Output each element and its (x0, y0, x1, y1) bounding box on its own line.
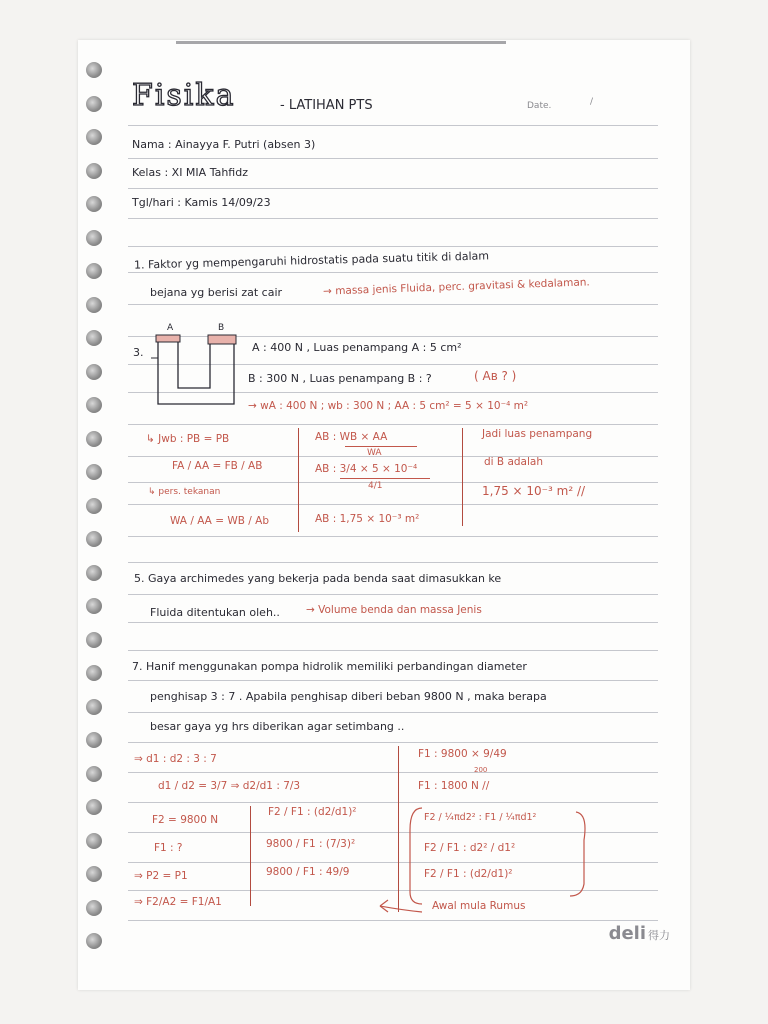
binding-ring (86, 565, 102, 581)
page-top-edge (176, 41, 506, 44)
student-name: Nama : Ainayya F. Putri (absen 3) (132, 138, 316, 151)
binding-ring (86, 129, 102, 145)
binding-ring (86, 766, 102, 782)
q1-line2: bejana yg berisi zat cair (150, 286, 283, 299)
ruled-line (128, 125, 658, 126)
binding-ring (86, 665, 102, 681)
q3-calc-2: AB : 3/4 × 5 × 10⁻⁴ (315, 463, 418, 475)
binding-ring (86, 196, 102, 212)
q7-right-4: F2 / F1 : d2² / d1² (424, 842, 516, 854)
q7-line1: 7. Hanif menggunakan pompa hidrolik memiliki perbandingan diameter (132, 660, 527, 673)
binding-ring (86, 364, 102, 380)
q5-answer: → Volume benda dan massa Jenis (306, 604, 482, 616)
q7-note: Awal mula Rumus (432, 900, 526, 912)
q3-work-1: ↳ Jwb : PB = PB (146, 433, 230, 445)
q5-line2: Fluida ditentukan oleh.. (150, 606, 280, 619)
q3-known: → wA : 400 N ; wb : 300 N ; AA : 5 cm² = 5 × 10⁻⁴ m² (248, 400, 529, 412)
q7-left-4: F1 : ? (154, 842, 183, 854)
binding-ring (86, 96, 102, 112)
fraction-bar (345, 446, 417, 447)
q3-given-a: A : 400 N , Luas penampang A : 5 cm² (252, 341, 462, 354)
brand-logo (609, 923, 670, 944)
binding-ring (86, 163, 102, 179)
q3-conclusion-2: di B adalah (484, 456, 544, 468)
q3-calc-den-2: 4/1 (368, 481, 383, 491)
q7-line2: penghisap 3 : 7 . Apabila penghisap diberi beban 9800 N , maka berapa (150, 690, 547, 703)
u-tube-diagram (148, 322, 244, 412)
q7-right-5: F2 / F1 : (d2/d1)² (424, 868, 513, 880)
q3-calc-result: AB : 1,75 × 10⁻³ m² (315, 513, 420, 525)
q3-conclusion-1: Jadi luas penampang (482, 428, 593, 440)
q3-number: 3. (133, 346, 144, 359)
q7-left-5: ⇒ P2 = P1 (134, 870, 188, 882)
binding-ring (86, 330, 102, 346)
ruled-line (128, 712, 658, 713)
binding-ring (86, 699, 102, 715)
binding-ring (86, 464, 102, 480)
ruled-line (128, 504, 658, 505)
q3-work-3: ↳ pers. tekanan (148, 487, 221, 497)
binding-ring (86, 833, 102, 849)
q7-left-2: d1 / d2 = 3/7 ⇒ d2/d1 : 7/3 (158, 780, 301, 792)
student-date: Tgl/hari : Kamis 14/09/23 (132, 196, 271, 209)
binding-ring (86, 531, 102, 547)
q7-mid-3: 9800 / F1 : 49/9 (266, 866, 350, 878)
q1-line1: 1. Faktor yg mempengaruhi hidrostatis pada suatu titik di dalam (133, 249, 490, 272)
ruled-line (128, 594, 658, 595)
ruled-line (128, 680, 658, 681)
date-value: / (590, 97, 594, 107)
q7-left-3: F2 = 9800 N (152, 814, 219, 826)
q1-answer: → massa jenis Fluida, perc. gravitasi & kedalaman. (322, 276, 590, 298)
q3-given-b: B : 300 N , Luas penampang B : ? (248, 372, 432, 385)
ruled-line (128, 188, 658, 189)
ruled-line (128, 424, 658, 425)
q7-mid-1: F2 / F1 : (d2/d1)² (268, 806, 357, 818)
binding-ring (86, 632, 102, 648)
ruled-line (128, 272, 658, 273)
binding-ring (86, 263, 102, 279)
q7-mid-2: 9800 / F1 : (7/3)² (266, 838, 356, 850)
q3-divider-2 (462, 428, 463, 526)
binding-ring (86, 732, 102, 748)
ruled-line (128, 622, 658, 623)
binding-ring (86, 297, 102, 313)
ruled-line (128, 482, 658, 483)
q7-left-6: ⇒ F2/A2 = F1/A1 (134, 896, 222, 908)
fraction-bar-2 (340, 478, 430, 479)
date-label: Date. (527, 101, 552, 111)
q7-divider-1 (250, 806, 251, 906)
piston-a (156, 335, 180, 342)
binding-ring (86, 62, 102, 78)
q7-line3: besar gaya yg hrs diberikan agar setimbang .. (150, 720, 405, 733)
piston-b (208, 335, 236, 344)
q3-label-b: B (218, 323, 225, 333)
page-title: Fisika (132, 78, 236, 113)
binding-ring (86, 900, 102, 916)
ruled-line (128, 920, 658, 921)
binding-ring (86, 431, 102, 447)
binding-ring (86, 498, 102, 514)
q3-work-4: WA / AA = WB / Ab (170, 515, 269, 527)
brand-suffix: 得力 (648, 929, 670, 942)
ruled-line (128, 246, 658, 247)
page-subtitle: - LATIHAN PTS (280, 98, 373, 113)
binding-ring (86, 866, 102, 882)
ruled-line (128, 772, 658, 773)
ruled-line (128, 218, 658, 219)
q3-conclusion-3: 1,75 × 10⁻³ m² // (482, 484, 586, 498)
binding-ring (86, 598, 102, 614)
ruled-line (128, 304, 658, 305)
q3-calc-1: AB : WB × AA (315, 431, 388, 443)
q3-given-b-note: ( Aʙ ? ) (474, 369, 517, 383)
ruled-line (128, 158, 658, 159)
ruled-line (128, 456, 658, 457)
q7-right-1: F1 : 9800 × 9/49 (418, 748, 507, 760)
binding-ring (86, 799, 102, 815)
binding-ring (86, 933, 102, 949)
q3-calc-den: WA (367, 448, 382, 458)
student-class: Kelas : XI MIA Tahfidz (132, 166, 248, 179)
q3-divider-1 (298, 428, 299, 532)
binding-ring (86, 230, 102, 246)
ruled-line (128, 562, 658, 563)
q3-label-a: A (167, 323, 174, 333)
q7-right-den: 200 (474, 766, 488, 774)
ruled-line (128, 536, 658, 537)
q5-line1: 5. Gaya archimedes yang bekerja pada benda saat dimasukkan ke (134, 572, 502, 585)
brand-name: deli (608, 923, 646, 944)
q7-left-1: ⇒ d1 : d2 : 3 : 7 (134, 753, 217, 765)
ruled-line (128, 650, 658, 651)
q3-work-2: FA / AA = FB / AB (172, 460, 263, 472)
q7-right-3: F2 / ¼πd2² : F1 / ¼πd1² (424, 812, 537, 823)
q7-right-2: F1 : 1800 N // (418, 780, 490, 792)
binding-ring (86, 397, 102, 413)
ruled-line (128, 742, 658, 743)
